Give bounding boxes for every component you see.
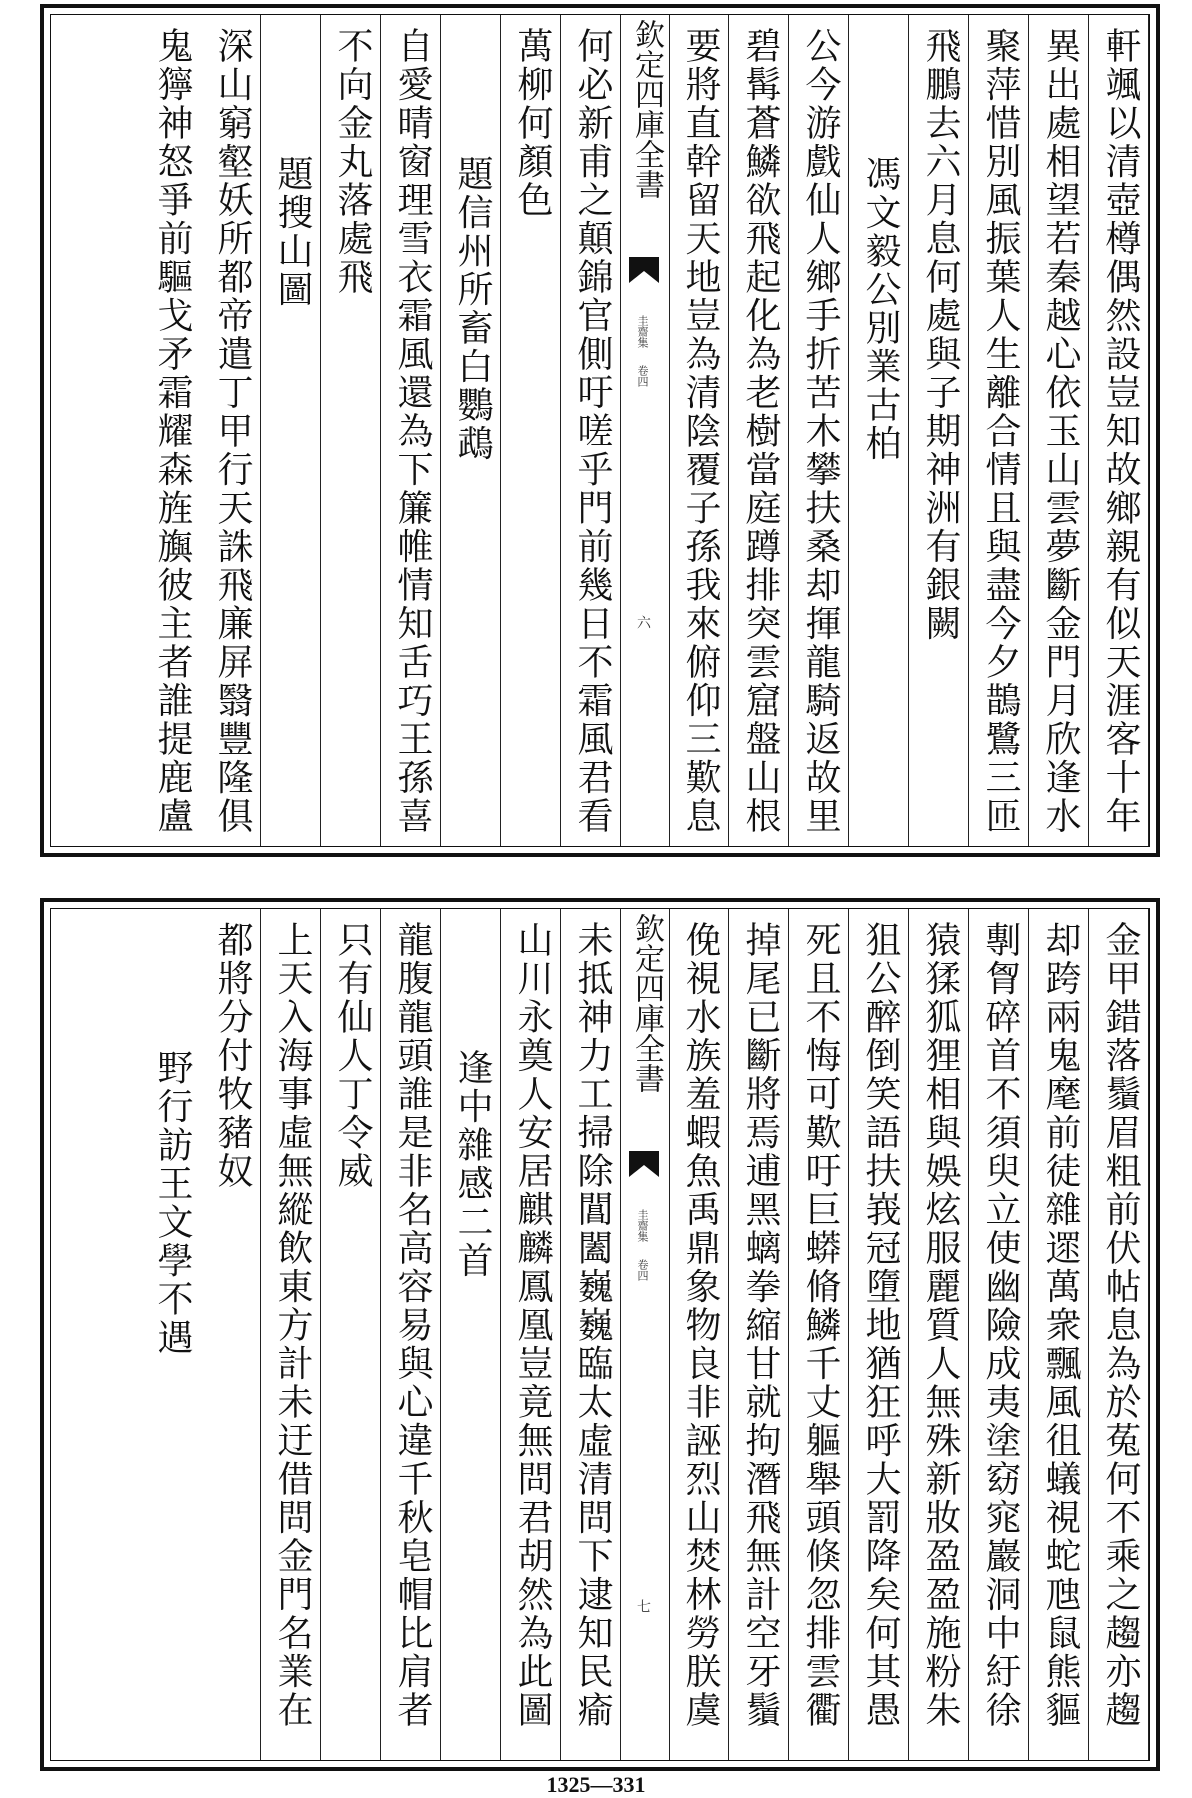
top-spine-collection: 圭齋集 <box>636 315 649 348</box>
top-column-text: 鬼獰神怒爭前驅戈矛霜耀森旌旟彼主者誰提鹿盧 <box>152 27 193 836</box>
bottom-column-text: 金甲錯落鬚眉粗前伏帖息為於菟何不乘之趨亦趨 <box>1100 921 1141 1730</box>
top-spine <box>620 15 670 846</box>
top-text-column <box>380 15 441 846</box>
bottom-page-frame <box>40 898 1160 1771</box>
bottom-column-text: 死且不悔可歎吁巨蟒脩鱗千丈軀舉頭倏忽排雲衢 <box>800 921 841 1730</box>
bottom-page-inner-frame <box>50 908 1150 1761</box>
top-text-column <box>1028 15 1089 846</box>
bottom-column-text: 未抵神力工掃除閶闔巍巍臨太虛清問下逮知民瘉 <box>572 921 613 1730</box>
bottom-text-column <box>140 909 200 1760</box>
top-column-text: 軒颯以清壺樽偶然設豈知故鄉親有似天涯客十年 <box>1100 27 1141 836</box>
bottom-column-text: 剸胷碎首不須臾立使幽險成夷塗窈窕巖洞中紆徐 <box>980 921 1021 1730</box>
bottom-text-column <box>260 909 321 1760</box>
top-text-column <box>968 15 1029 846</box>
bottom-text-column <box>560 909 621 1760</box>
top-text-column <box>260 15 321 846</box>
bottom-text-column <box>320 909 381 1760</box>
bottom-text-column <box>200 909 261 1760</box>
bottom-text-column <box>500 909 561 1760</box>
top-column-text: 公今游戲仙人鄉手折苦木攀扶桑却揮龍騎返故里 <box>800 27 841 836</box>
top-column-text: 萬柳何顏色 <box>512 27 553 220</box>
bottom-column-text: 都將分付牧豬奴 <box>212 921 253 1191</box>
top-column-text: 深山窮壑妖所都帝遣丁甲行天誅飛廉屏翳豐隆俱 <box>212 27 253 836</box>
top-fishtail-ornament-icon <box>629 257 659 283</box>
bottom-text-column <box>1028 909 1089 1760</box>
top-text-column <box>560 15 621 846</box>
top-spine-volume: 卷四 <box>636 365 649 387</box>
bottom-column-text: 掉尾已斷將焉逋黑螭拳縮甘就拘潛飛無計空牙鬚 <box>740 921 781 1730</box>
top-column-text: 何必新甫之顛錦官側吁嗟乎門前幾日不霜風君看 <box>572 27 613 836</box>
bottom-column-text: 俛視水族羞蝦魚禹鼎象物良非誣烈山焚林勞朕虞 <box>680 921 721 1730</box>
bottom-text-column <box>380 909 441 1760</box>
top-text-column <box>440 15 501 846</box>
top-column-text: 異出處相望若秦越心依玉山雲夢斷金門月欣逢水 <box>1040 27 1081 836</box>
top-text-column <box>908 15 969 846</box>
bottom-text-column <box>788 909 849 1760</box>
top-page-frame <box>40 4 1160 857</box>
bottom-column-text: 却跨兩鬼麾前徒雜遝萬衆飄風徂蟻視蛇虺鼠熊貙 <box>1040 921 1081 1730</box>
bottom-column-text: 上天入海事虛無縱飲東方計未迂借問金門名業在 <box>272 921 313 1730</box>
bottom-column-text: 山川永奠人安居麒麟鳳凰豈竟無問君胡然為此圖 <box>512 921 553 1730</box>
top-text-column <box>788 15 849 846</box>
bottom-spine <box>620 909 670 1760</box>
top-column-text: 要將直幹留天地豈為清陰覆子孫我來俯仰三歎息 <box>680 27 721 836</box>
bottom-text-column <box>440 909 501 1760</box>
top-column-text: 不向金丸落處飛 <box>332 27 373 297</box>
bottom-text-column <box>968 909 1029 1760</box>
bottom-spine-page-num: 七 <box>635 1599 651 1613</box>
top-text-column <box>140 15 200 846</box>
top-column-text: 碧髯蒼鱗欲飛起化為老樹當庭蹲排突雲窟盤山根 <box>740 27 781 836</box>
bottom-spine-volume: 卷四 <box>636 1259 649 1281</box>
bottom-column-text: 猿猱狐狸相與娛炫服麗質人無殊新妝盈盈施粉朱 <box>920 921 961 1730</box>
top-spine-title: 欽定四庫全書 <box>629 19 664 199</box>
bottom-column-text: 龍腹龍頭誰是非名高容易與心違千秋皂帽比肩者 <box>392 921 433 1730</box>
top-column-text: 自愛晴窗理雪衣霜風還為下簾帷情知舌巧王孫喜 <box>392 27 433 836</box>
top-text-column <box>848 15 909 846</box>
top-spine-page-num: 六 <box>635 615 651 629</box>
top-column-text: 飛鵬去六月息何處與子期神洲有銀闕 <box>920 27 961 643</box>
top-column-text: 題搜山圖 <box>272 155 313 309</box>
top-text-column <box>668 15 729 846</box>
bottom-text-column <box>1088 909 1149 1760</box>
bottom-column-text: 野行訪王文學不遇 <box>152 1049 193 1357</box>
top-column-text: 題信州所畜白鸚鵡 <box>452 155 493 463</box>
top-text-column <box>728 15 789 846</box>
bottom-spine-collection: 圭齋集 <box>636 1209 649 1242</box>
bottom-text-column <box>908 909 969 1760</box>
page-number: 1325—331 <box>546 1772 646 1797</box>
bottom-column-text: 逢中雜感二首 <box>452 1049 493 1280</box>
bottom-text-column <box>668 909 729 1760</box>
bottom-fishtail-ornament-icon <box>629 1151 659 1177</box>
top-text-column <box>1088 15 1149 846</box>
bottom-text-column <box>848 909 909 1760</box>
top-column-text: 馮文毅公別業古柏 <box>860 155 901 463</box>
top-column-text: 聚萍惜別風振葉人生離合情且與盡今夕鵲鷺三匝 <box>980 27 1021 836</box>
bottom-column-text: 只有仙人丁令威 <box>332 921 373 1191</box>
bottom-spine-title: 欽定四庫全書 <box>629 913 664 1093</box>
bottom-text-column <box>728 909 789 1760</box>
top-text-column <box>200 15 261 846</box>
bottom-column-text: 狙公醉倒笑語扶峩冠墮地猶狂呼大罰降矣何其愚 <box>860 921 901 1730</box>
top-text-column <box>320 15 381 846</box>
top-text-column <box>500 15 561 846</box>
top-page-inner-frame <box>50 14 1150 847</box>
